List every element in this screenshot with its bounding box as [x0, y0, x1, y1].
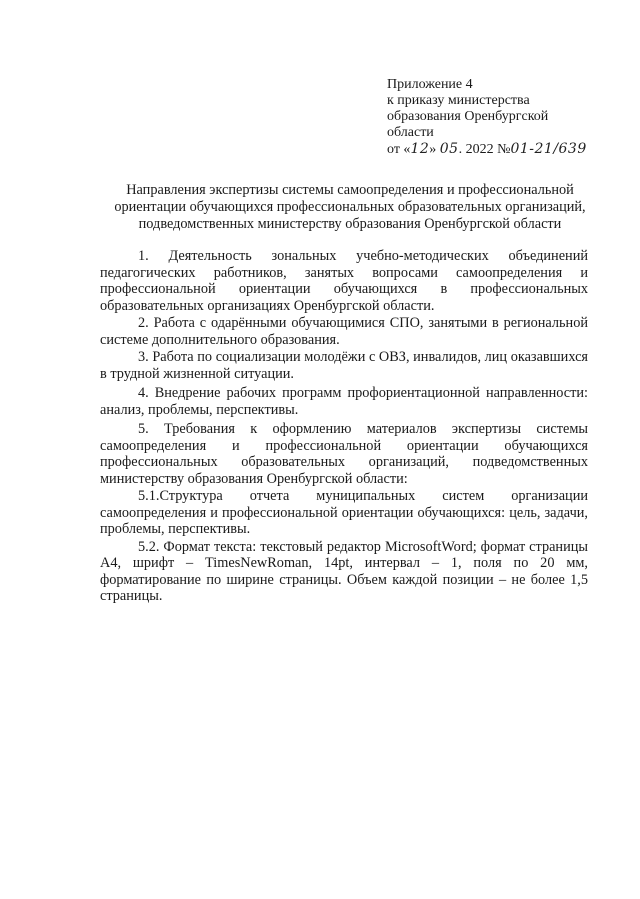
date-mid: »	[429, 142, 440, 157]
order-number: 01-21/639	[510, 141, 587, 157]
appendix-header	[387, 77, 627, 158]
paragraph-5-2: 5.2. Формат текста: текстовый редактор MicrosoftWord; формат страницы А4, шрифт – TimesNewRoman, 14pt, интервал – 1, поля по 20 мм, форматирование по ширине страницы. Объем каждой позиции – не более 1,5 страницы.	[100, 538, 588, 604]
title-line-1: Направления экспертизы системы самоопределения и профессиональной	[126, 182, 574, 198]
appendix-line-3: образования Оренбургской	[387, 109, 549, 124]
paragraph-1: 1. Деятельность зональных учебно-методических объединений педагогических работников, занятых вопросами самоопределения и профессиональной ориентации обучающихся в профессиональных образовательных организациях Оренбургской области.	[100, 248, 588, 314]
appendix-line-1: Приложение 4	[387, 77, 473, 92]
paragraph-4: 4. Внедрение рабочих программ профориентационной направленности: анализ, проблемы, перспективы.	[100, 385, 588, 418]
order-day: 12	[410, 141, 430, 157]
paragraph-5-1: 5.1.Структура отчета муниципальных систем организации самоопределения и профессиональной ориентации обучающихся: цель, задачи, проблемы, перспективы.	[100, 488, 588, 537]
paragraph-3: 3. Работа по социализации молодёжи с ОВЗ, инвалидов, лиц оказавшихся в трудной жизненной ситуации.	[100, 349, 588, 382]
paragraph-2: 2. Работа с одарёнными обучающимися СПО, занятыми в региональной системе дополнительного образования.	[100, 315, 588, 348]
order-year: . 2022 №	[458, 142, 511, 157]
date-prefix: от «	[387, 142, 411, 157]
appendix-line-2: к приказу министерства	[387, 93, 530, 108]
order-month: 05	[439, 141, 459, 157]
document-title	[100, 182, 600, 233]
title-line-3: подведомственных министерству образования Оренбургской области	[138, 216, 562, 232]
document-body	[100, 248, 588, 606]
appendix-line-4: области	[387, 125, 434, 140]
title-line-2: ориентации обучающихся профессиональных образовательных организаций,	[114, 199, 586, 215]
order-date-line	[387, 141, 627, 158]
paragraph-5: 5. Требования к оформлению материалов экспертизы системы самоопределения и профессиональной ориентации обучающихся профессиональных образовательных организаций, подведомственных министерству образования Оренбургской области:	[100, 421, 588, 487]
